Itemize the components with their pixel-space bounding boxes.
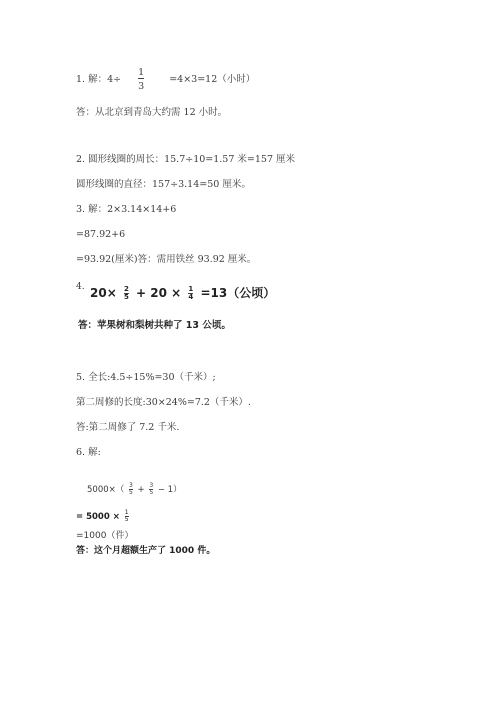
q6-e2-fraction [125,510,129,523]
q4-label: 4. [76,282,85,292]
q6-e1-f1-den: 5 [128,489,133,496]
q4-part-a: 20× [90,286,117,300]
q6-e1-fraction-1 [129,483,133,496]
q6-expr-2 [76,510,131,523]
q1-equation [76,68,255,91]
q3-line3: =93.92(厘米)答：需用铁丝 93.92 厘米。 [76,254,257,265]
q1-answer: 答：从北京到青岛大约需 12 小时。 [76,107,228,118]
q3-line2: =87.92+6 [76,229,126,240]
q6-expr-1 [87,483,182,496]
q2-line1: 2. 圆形线圈的周长：15.7÷10=1.57 米=157 厘米 [76,154,296,165]
q4-equation [90,286,275,301]
q1-frac-den: 3 [138,78,144,92]
q4-f2-den: 4 [188,293,194,301]
q6-e1-f2-num: 3 [149,482,154,489]
q1-prefix: 1. 解：4÷ [76,74,122,85]
q4-part-b: + 20 × [136,286,182,300]
q2-line2: 圆形线圈的直径：157÷3.14=50 厘米。 [76,179,251,190]
q6-expr-3: =1000（件） [76,531,134,541]
q6-e1-plus: + [137,485,145,495]
q5-line2: 第二周修的长度:30×24%=7.2（千米）. [76,397,251,408]
q4-fraction-2 [188,286,193,301]
q6-e1-b: − 1） [157,485,182,495]
q6-e2-f-num: 1 [124,509,129,516]
q6-e1-f1-num: 3 [128,482,133,489]
q6-e2-f-den: 5 [124,516,129,523]
q1-suffix: =4×3=12（小时） [169,74,256,85]
q1-fraction [138,68,144,91]
q4-answer: 答：苹果树和梨树共种了 13 公顷。 [78,320,231,331]
q6-e2-a: = 5000 × [76,512,120,522]
q4-f1-den: 5 [123,293,129,301]
q4-f2-num: 1 [188,285,194,293]
q6-e1-a: 5000×（ [87,485,125,495]
q6-answer: 答：这个月超额生产了 1000 件。 [76,546,216,556]
q6-e1-f2-den: 5 [149,489,154,496]
q3-line1: 3. 解：2×3.14×14+6 [76,204,177,215]
q1-frac-num: 1 [138,67,145,78]
q4-part-c: =13（公顷） [200,286,276,300]
q6-label: 6. 解: [76,447,101,458]
q5-line3: 答:第二周修了 7.2 千米. [76,422,180,433]
q5-line1: 5. 全长:4.5÷15%=30（千米）; [76,372,216,383]
q4-fraction-1 [124,286,129,301]
q6-e1-fraction-2 [149,483,153,496]
q4-f1-num: 2 [123,285,129,293]
